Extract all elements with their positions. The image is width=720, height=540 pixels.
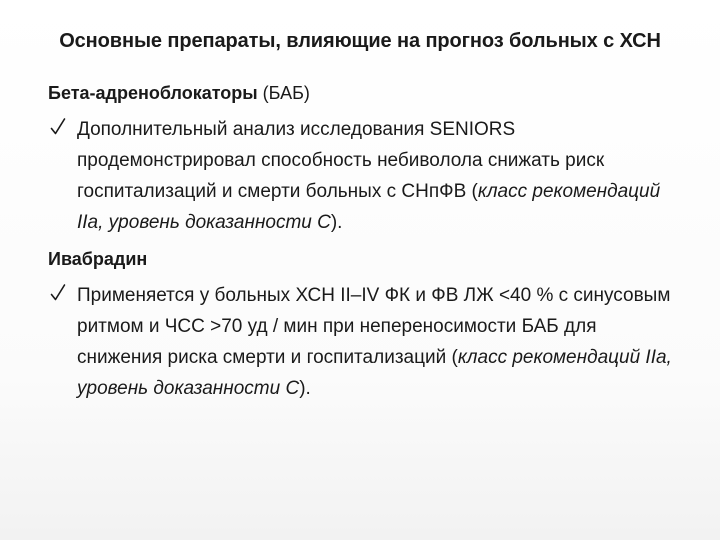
section-heading-label: Бета-адреноблокаторы: [48, 83, 258, 103]
bullet-text-italic: класс рекомендаций IIa, уровень доказанности С: [77, 181, 661, 233]
bullet-item-ivabradine: [48, 280, 677, 404]
checkmark-icon: [50, 117, 66, 137]
bullet-text-italic: класс рекомендаций IIa, уровень доказанности С: [77, 347, 672, 399]
slide-content: [48, 80, 688, 412]
slide-title: Основные препараты, влияющие на прогноз больных с ХСН: [59, 30, 661, 52]
bullet-text: Применяется у больных ХСН II–IV ФК и ФВ ЛЖ <40 % с синусовым ритмом и ЧСС >70 уд / мин при непереносимости БАБ для снижения риска смерти и госпитализаций (: [77, 285, 671, 368]
checkmark-icon: [50, 283, 66, 303]
bullet-text-end: ).: [299, 378, 311, 399]
section-heading-beta-blockers: [48, 80, 688, 106]
bullet-item-seniors: [48, 114, 677, 238]
section-heading-label: Ивабрадин: [48, 249, 148, 269]
section-heading-ivabradine: [48, 246, 688, 272]
section-heading-abbr: (БАБ): [257, 83, 310, 103]
bullet-text-end: ).: [330, 212, 343, 233]
bullet-text: Дополнительный анализ исследования SENIORS продемонстрировал способность небиволола снижать риск госпитализаций и смерти больных с СНпФВ (: [77, 119, 605, 202]
